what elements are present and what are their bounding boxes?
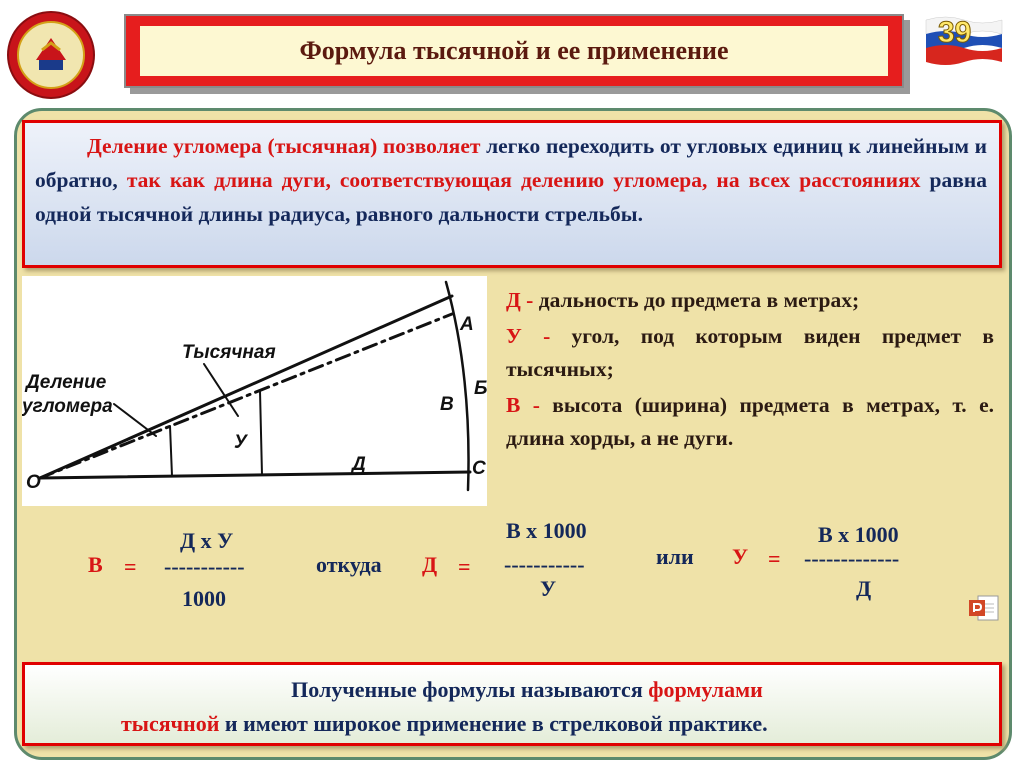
conclusion-line-2	[25, 707, 999, 741]
definitions-list	[506, 284, 994, 458]
conclusion-line1-a: Полученные формулы называются	[291, 677, 649, 702]
label-delenie-2: угломера	[22, 396, 113, 417]
definition-u	[506, 320, 994, 387]
conclusion-text	[25, 673, 999, 741]
conclusion-line2-a: тысячной	[121, 711, 220, 736]
formula1-denominator: 1000	[182, 586, 226, 611]
definition-text: высота (ширина) предмета в метрах, т. е. длина хорды, а не дуги.	[506, 392, 994, 450]
conclusion-line2-b: и имеют широкое применение в стрелковой практике.	[219, 711, 768, 736]
inner-vertical-2	[260, 391, 262, 475]
formula1-equals: =	[124, 554, 137, 579]
definition-d	[506, 284, 994, 318]
label-b: Б	[474, 378, 487, 399]
presentation-file-icon[interactable]	[968, 594, 1002, 624]
label-d: Д	[352, 454, 366, 475]
pointer-delenie	[114, 404, 156, 436]
label-a: А	[460, 314, 474, 335]
formula2-denominator: У	[540, 576, 557, 601]
intro-paragraph	[35, 129, 987, 231]
label-c: С	[472, 458, 486, 479]
conclusion-box	[22, 662, 1002, 746]
formula1-fraction-bar: -----------	[164, 554, 245, 579]
label-v: В	[440, 394, 454, 415]
slide-title: Формула тысячной и ее применение	[299, 36, 729, 65]
formula-connector-ili: или	[656, 544, 694, 569]
angle-diagram	[22, 276, 487, 506]
intro-part-3: так как длина дуги, соответствующая делению угломера, на всех расстояниях	[126, 168, 930, 192]
definition-v	[506, 389, 994, 456]
label-tysyachnaya: Тысячная	[182, 342, 276, 363]
formula3-fraction-bar: -------------	[804, 546, 900, 571]
conclusion-line1-b: формулами	[648, 677, 763, 702]
definition-key: В -	[506, 392, 540, 417]
formula3-denominator: Д	[856, 576, 872, 601]
label-delenie-1: Деление	[26, 372, 107, 393]
military-department-emblem-icon	[6, 10, 96, 100]
formula1-lhs: В	[88, 552, 103, 577]
formula3-equals: =	[768, 546, 781, 571]
formula2-lhs: Д	[422, 552, 438, 577]
formula3-numerator: В х 1000	[818, 522, 899, 547]
label-u: У	[234, 432, 247, 453]
page-number: 39	[938, 16, 972, 49]
base-line-od	[40, 472, 470, 478]
definition-text: дальность до предмета в метрах;	[533, 288, 860, 312]
title-banner	[124, 14, 904, 88]
intro-part-2: легко переходить от угловых единиц к линейным и обратно,	[35, 134, 988, 192]
intro-box	[22, 120, 1002, 268]
formula3-lhs: У	[732, 544, 749, 569]
conclusion-line-1	[25, 673, 999, 707]
definition-key: Д -	[506, 288, 534, 312]
formula2-numerator: В х 1000	[506, 518, 587, 543]
formula-connector-otkuda: откуда	[316, 552, 382, 577]
definition-key: У -	[506, 323, 551, 348]
intro-part-1: Деление угломера (тысячная) позволяет	[87, 134, 487, 158]
title-plate	[140, 26, 888, 76]
definition-text: угол, под которым виден предмет в тысячных;	[506, 323, 994, 381]
formula2-equals: =	[458, 554, 471, 579]
inner-vertical-1	[170, 426, 172, 476]
formula2-fraction-bar: -----------	[504, 552, 585, 577]
formula1-numerator: Д х У	[180, 528, 234, 553]
label-o: О	[26, 472, 41, 493]
intro-part-4: равна одной тысячной длины радиуса, равного дальности стрельбы.	[35, 168, 988, 226]
pointer-tysyachnaya	[204, 364, 238, 416]
